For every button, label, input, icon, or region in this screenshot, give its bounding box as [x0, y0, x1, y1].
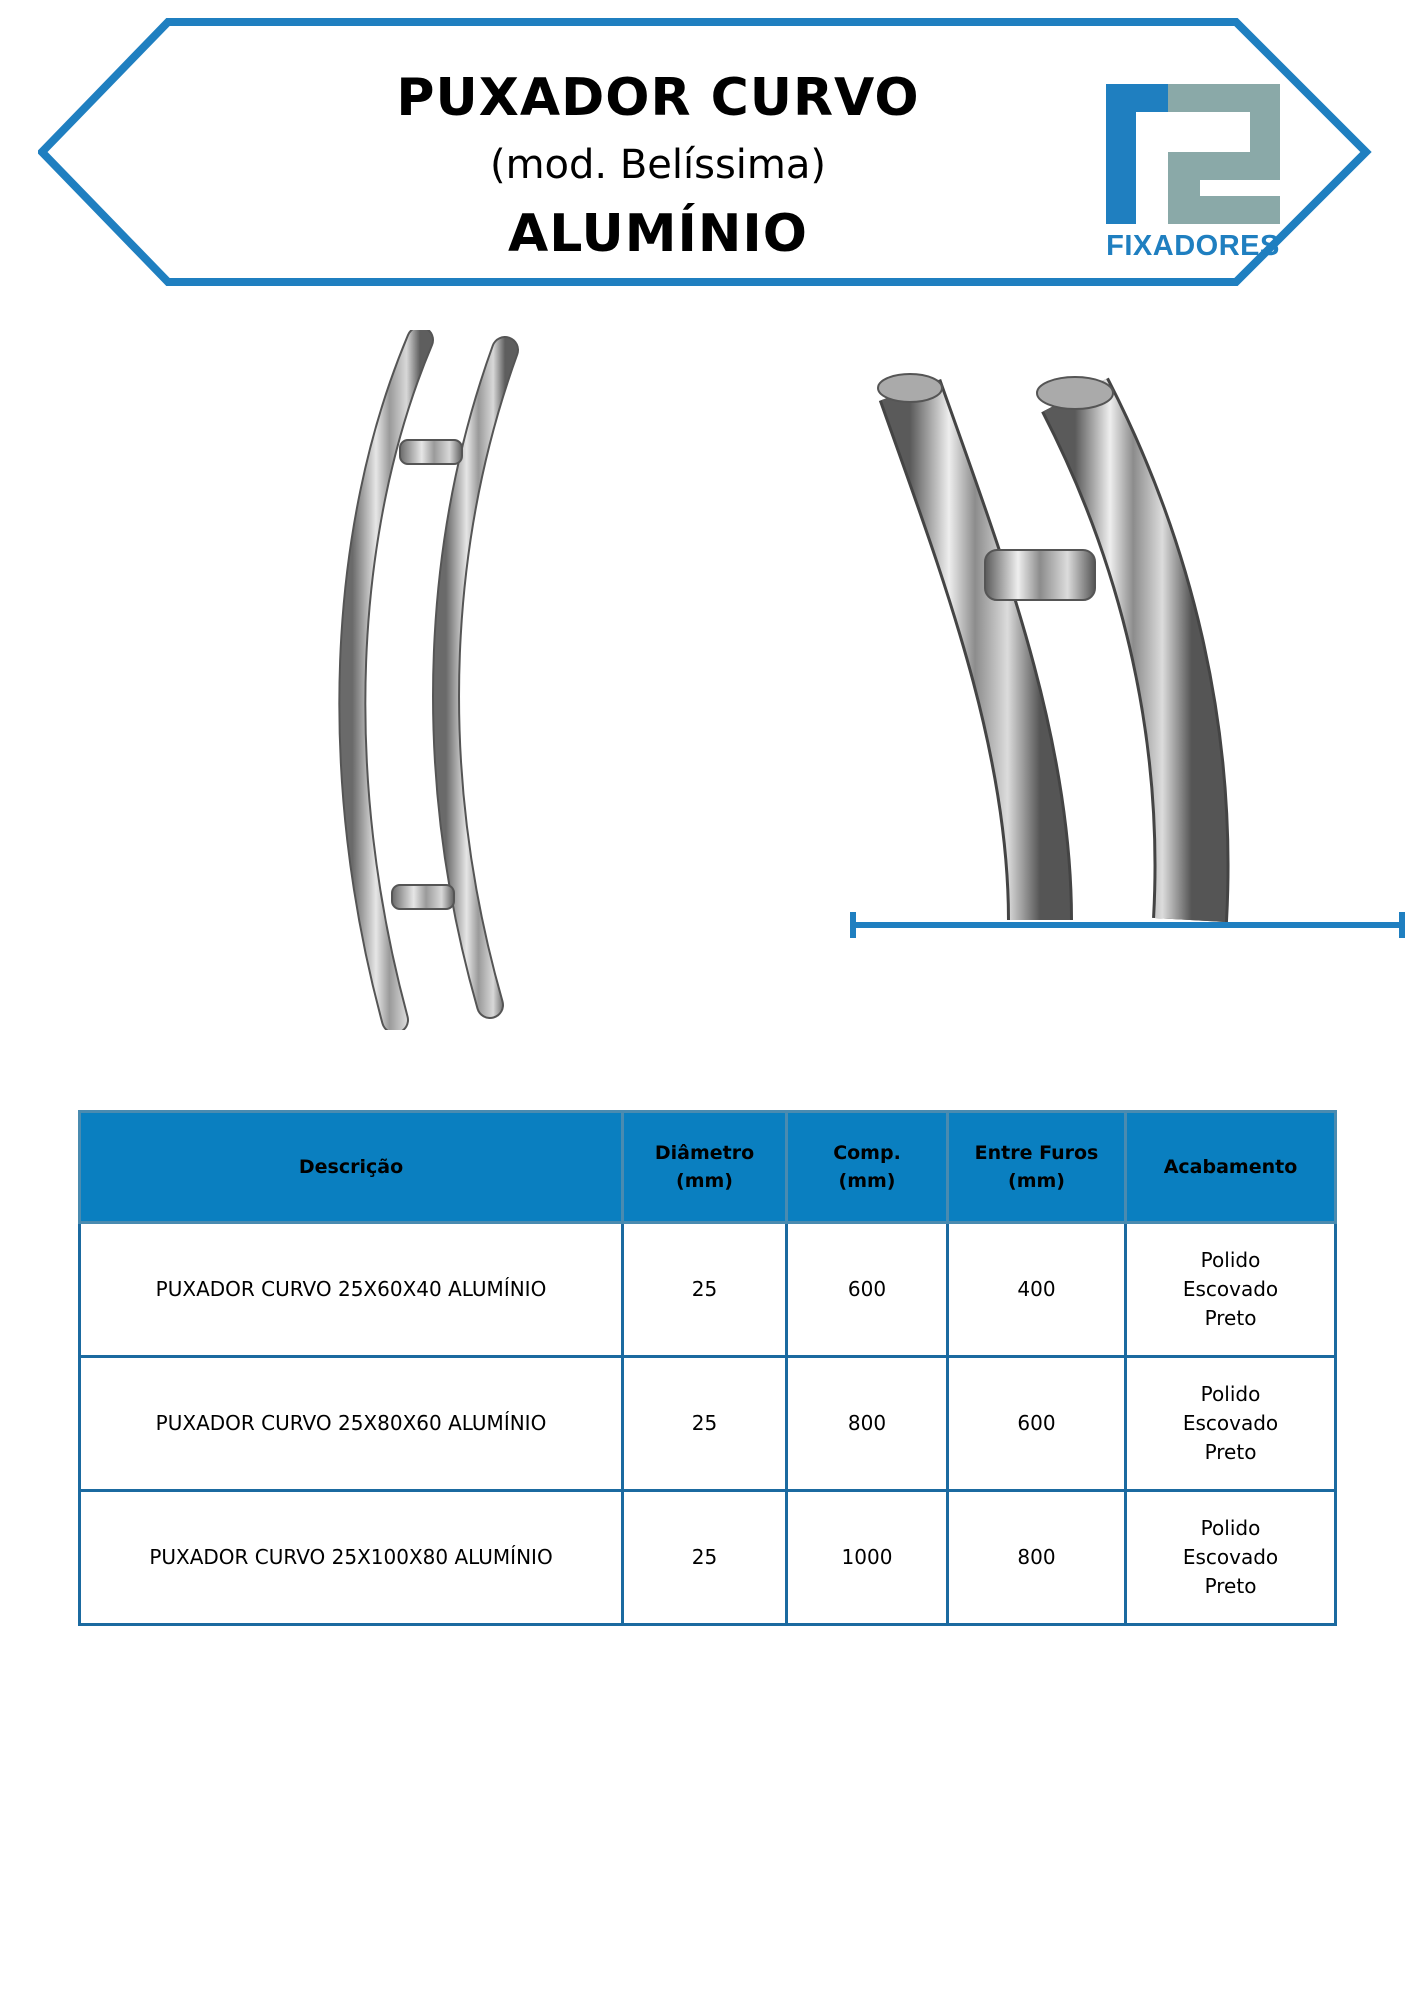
spec-table [78, 1110, 1337, 1626]
title-line-product: PUXADOR CURVO [396, 68, 920, 128]
table-row [80, 1491, 1336, 1625]
cell-acabamento: Polido Escovado Preto [1126, 1223, 1336, 1357]
header-descricao: Descrição [80, 1112, 623, 1223]
table-row [80, 1223, 1336, 1357]
header-entre-furos: Entre Furos (mm) [948, 1112, 1126, 1223]
title-line-model: (mod. Belíssima) [489, 142, 826, 188]
logo-mark-icon [1106, 84, 1280, 224]
product-image-detail [850, 360, 1410, 940]
cell-comp: 800 [787, 1357, 948, 1491]
cell-entre-furos: 600 [948, 1357, 1126, 1491]
product-image-full [300, 330, 560, 1030]
cell-entre-furos: 800 [948, 1491, 1126, 1625]
logo-text: FIXADORES [1106, 230, 1280, 262]
header-diametro: Diâmetro (mm) [623, 1112, 787, 1223]
page-title [338, 63, 978, 271]
cell-descricao: PUXADOR CURVO 25X80X60 ALUMÍNIO [80, 1357, 623, 1491]
cell-comp: 1000 [787, 1491, 948, 1625]
header-acabamento: Acabamento [1126, 1112, 1336, 1223]
table-row [80, 1357, 1336, 1491]
cell-acabamento: Polido Escovado Preto [1126, 1491, 1336, 1625]
cell-comp: 600 [787, 1223, 948, 1357]
cell-diametro: 25 [623, 1223, 787, 1357]
title-line-material: ALUMÍNIO [508, 204, 808, 264]
table-header-row [80, 1112, 1336, 1223]
cell-diametro: 25 [623, 1357, 787, 1491]
company-logo [1106, 84, 1280, 264]
header-comp: Comp. (mm) [787, 1112, 948, 1223]
cell-descricao: PUXADOR CURVO 25X60X40 ALUMÍNIO [80, 1223, 623, 1357]
header-banner [38, 18, 1374, 286]
cell-descricao: PUXADOR CURVO 25X100X80 ALUMÍNIO [80, 1491, 623, 1625]
cell-diametro: 25 [623, 1491, 787, 1625]
cell-entre-furos: 400 [948, 1223, 1126, 1357]
cell-acabamento: Polido Escovado Preto [1126, 1357, 1336, 1491]
